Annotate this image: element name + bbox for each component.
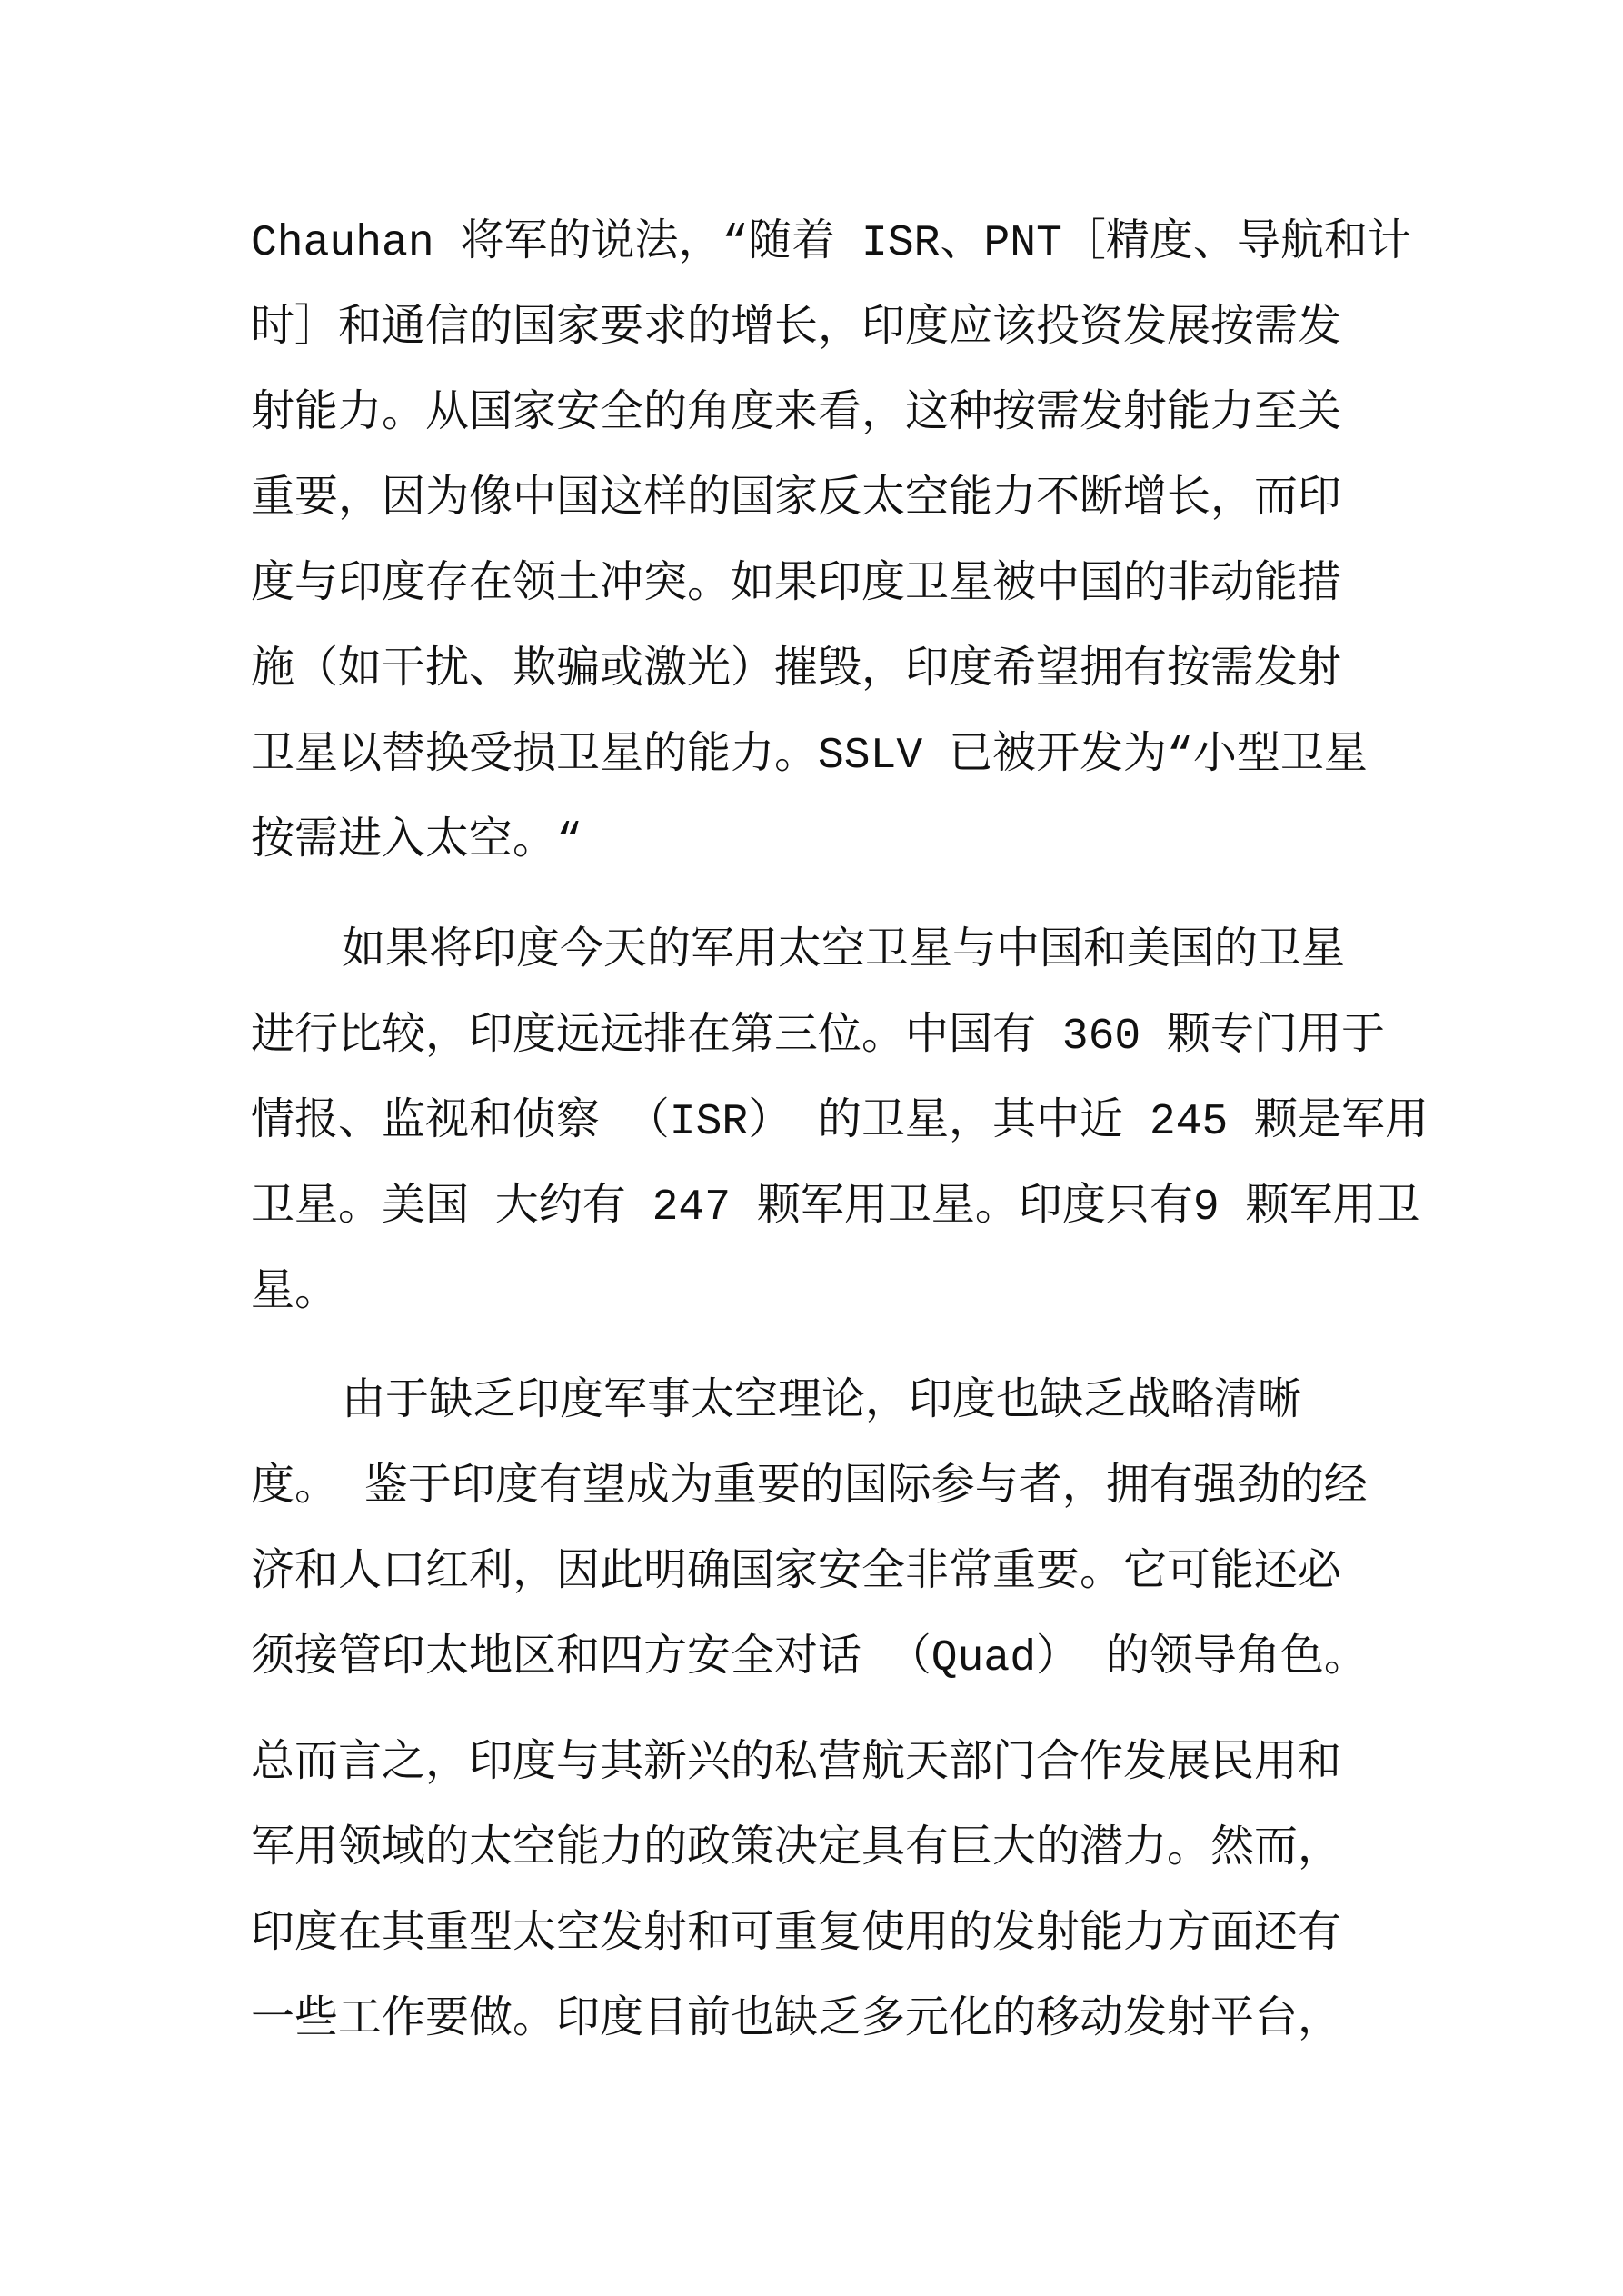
text-line: 军用领域的太空能力的政策决定具有巨大的潜力。然而， — [251, 1825, 1342, 1874]
paragraph-3 — [251, 1360, 1432, 1702]
text-line: 印度在其重型太空发射和可重复使用的发射能力方面还有 — [251, 1911, 1342, 1960]
text-line: 由于缺乏印度军事太空理论，印度也缺乏战略清晰 — [342, 1378, 1302, 1427]
text-line: 济和人口红利，因此明确国家安全非常重要。它可能还必 — [251, 1549, 1342, 1598]
text-line: Chauhan 将军的说法，“随着 ISR、PNT［精度、导航和计 — [251, 219, 1411, 268]
text-line: 情报、监视和侦察 （ISR） 的卫星，其中近 245 颗是军用 — [251, 1098, 1429, 1147]
text-line: 卫星以替换受损卫星的能力。SSLV 已被开发为“小型卫星 — [251, 732, 1368, 781]
text-line: 度与印度存在领土冲突。如果印度卫星被中国的非动能措 — [251, 561, 1342, 610]
text-line: 卫星。美国 大约有 247 颗军用卫星。印度只有9 颗军用卫 — [251, 1183, 1420, 1233]
text-line: 须接管印太地区和四方安全对话 （Quad） 的领导角色。 — [251, 1634, 1368, 1683]
text-line: 施（如干扰、欺骗或激光）摧毁，印度希望拥有按需发射 — [251, 646, 1342, 695]
text-line: 按需进入太空。“ — [251, 817, 582, 866]
text-line: 时］和通信的国家要求的增长，印度应该投资发展按需发 — [251, 304, 1342, 354]
text-line: 度。 鉴于印度有望成为重要的国际参与者，拥有强劲的经 — [251, 1463, 1368, 1512]
text-line: 总而言之，印度与其新兴的私营航天部门合作发展民用和 — [251, 1740, 1342, 1789]
text-line: 进行比较，印度远远排在第三位。中国有 360 颗专门用于 — [251, 1013, 1386, 1062]
text-line: 如果将印度今天的军用太空卫星与中国和美国的卫星 — [342, 927, 1346, 976]
paragraph-2 — [251, 909, 1432, 1336]
text-line: 一些工作要做。印度目前也缺乏多元化的移动发射平台， — [251, 1996, 1342, 2045]
text-line: 星。 — [251, 1269, 339, 1318]
paragraph-4 — [251, 1722, 1432, 2063]
text-line: 射能力。从国家安全的角度来看，这种按需发射能力至关 — [251, 390, 1342, 439]
paragraph-1 — [251, 201, 1432, 884]
text-line: 重要，因为像中国这样的国家反太空能力不断增长，而印 — [251, 475, 1342, 524]
